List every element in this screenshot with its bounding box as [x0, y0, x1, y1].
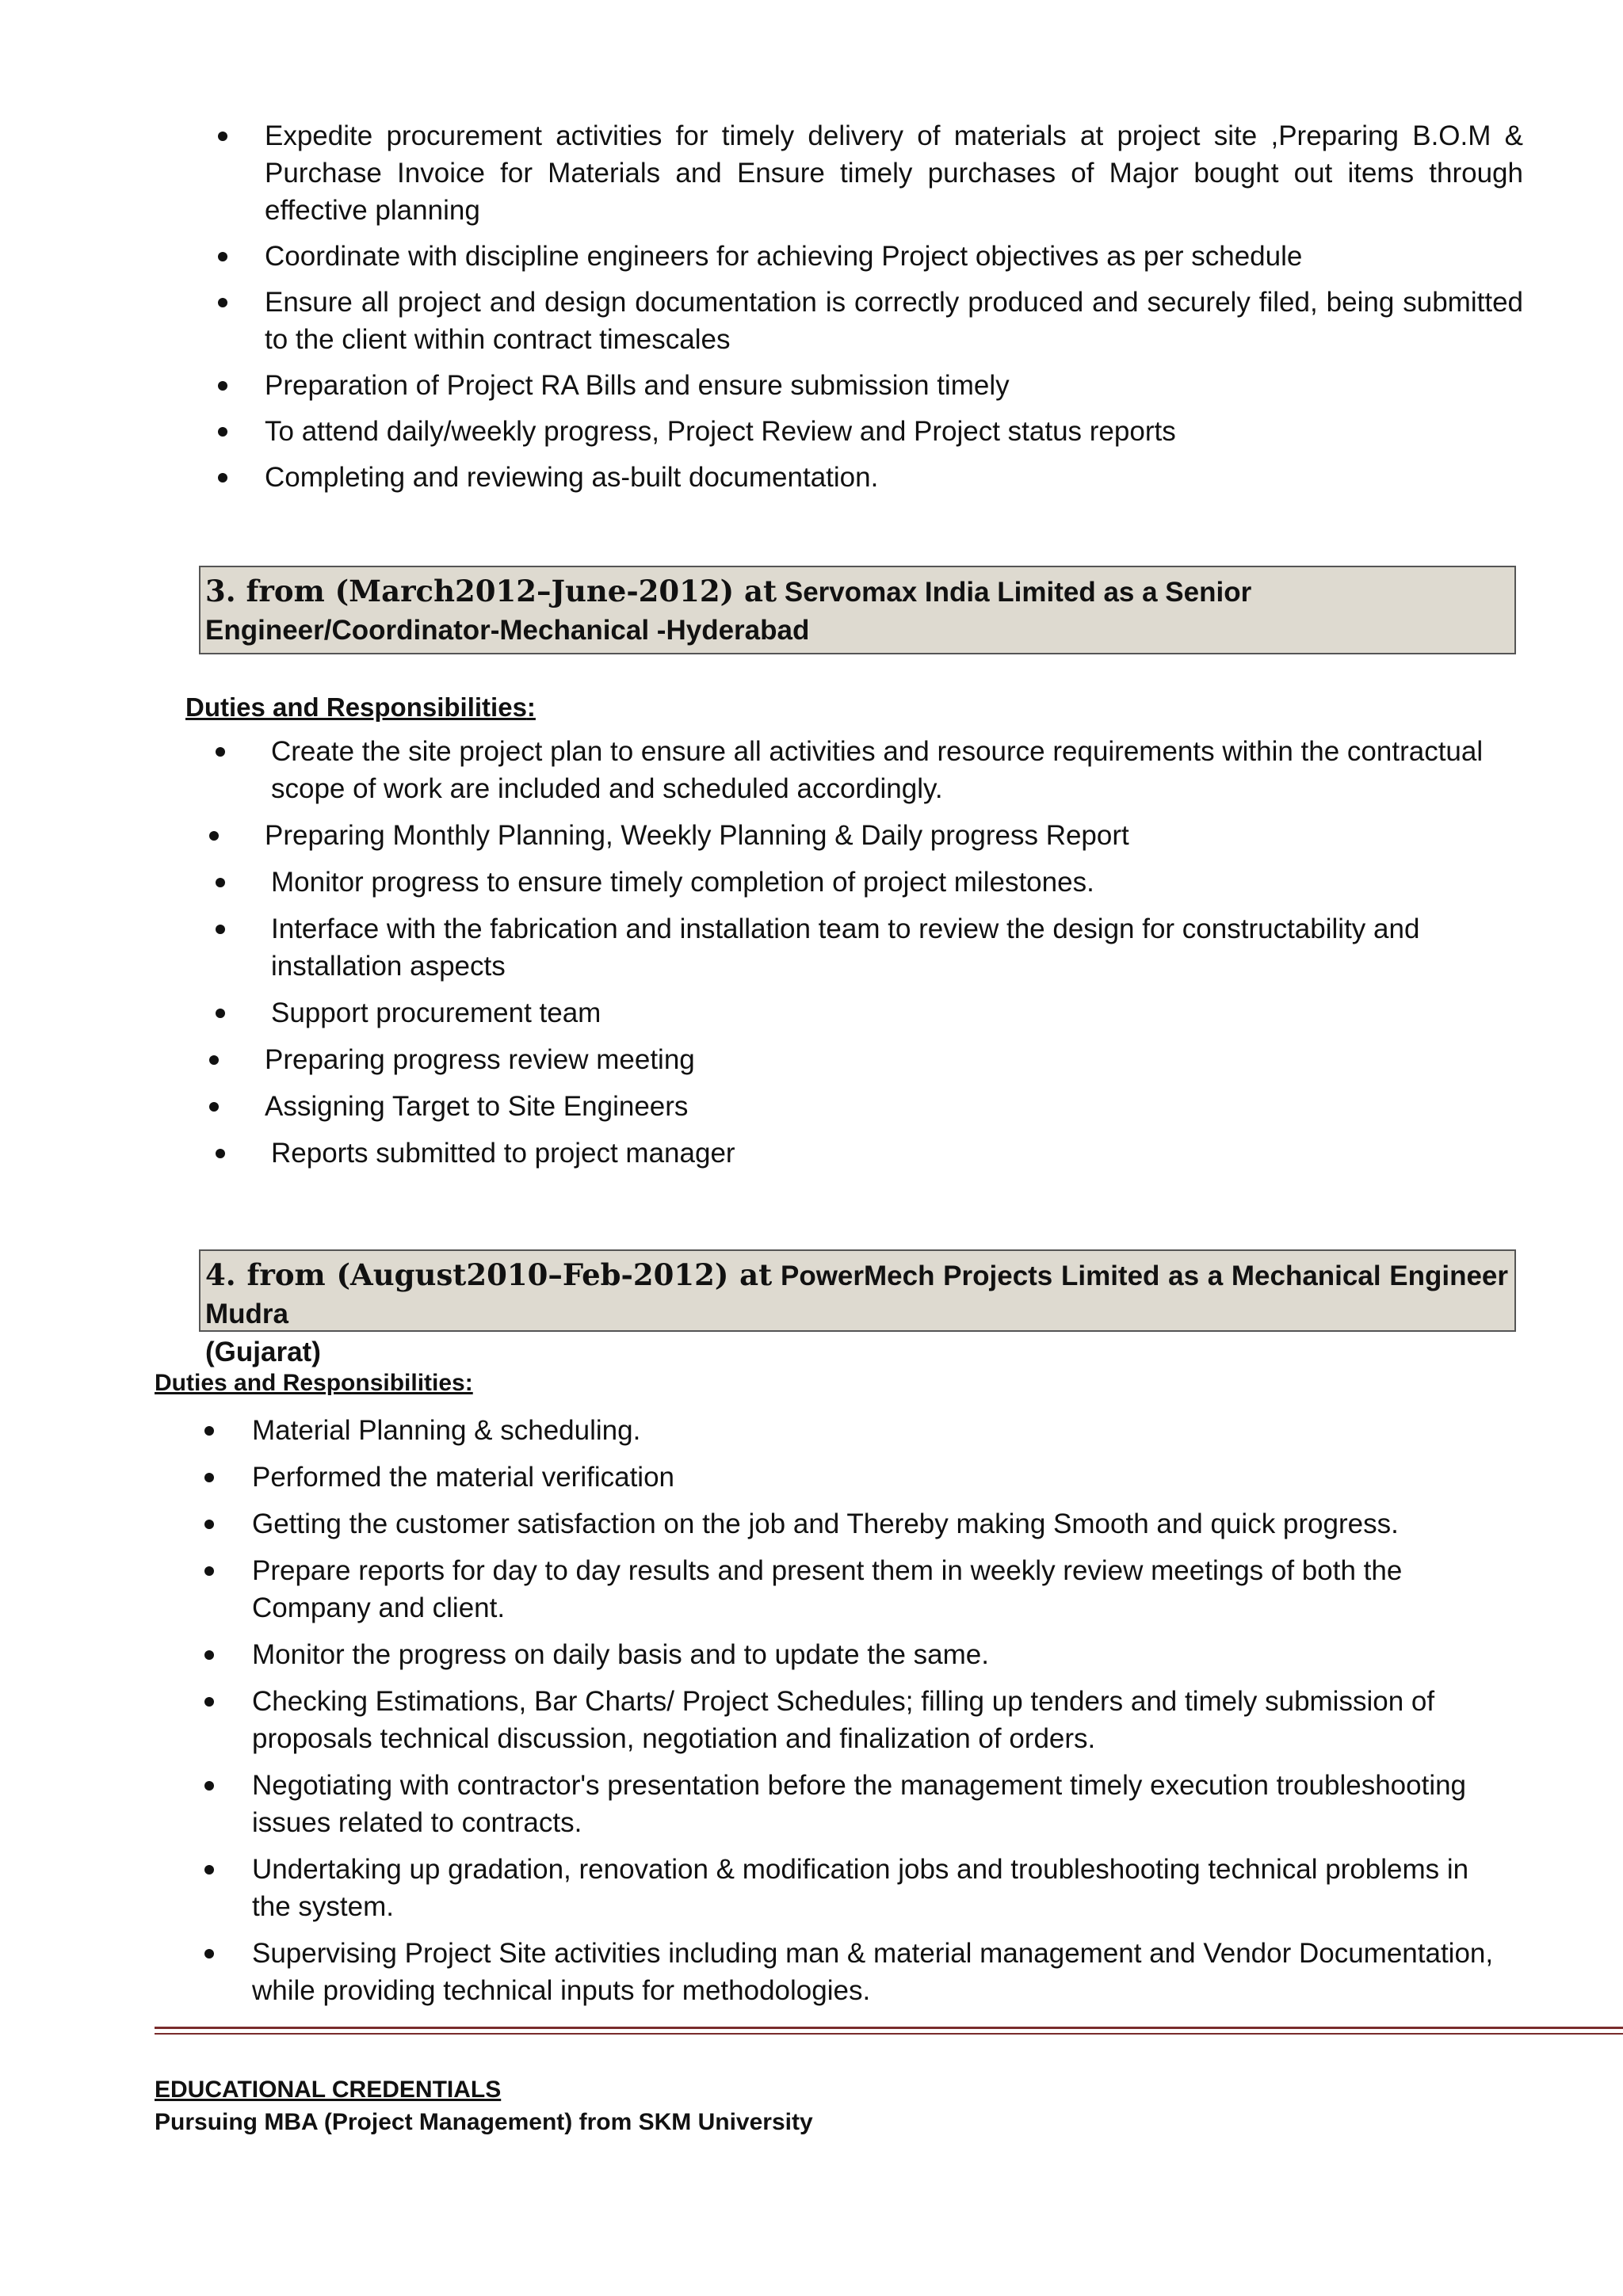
list-item: Negotiating with contractor's presentation before the management timely execution troubleshooting issues related to contracts. — [252, 1767, 1512, 1841]
bullet-icon — [204, 1949, 214, 1958]
bullet-icon — [218, 427, 227, 437]
list-item: Prepare reports for day to day results and present them in weekly review meetings of both the Company and client. — [252, 1552, 1512, 1627]
list-item: Expedite procurement activities for timely delivery of materials at project site ,Preparing B.O.M & Purchase Invoice for Materials and Ensure timely purchases of Major bought out items through effective planning — [265, 117, 1523, 229]
bullet-icon — [204, 1520, 214, 1529]
list-item: Undertaking up gradation, renovation & modification jobs and troubleshooting technical problems in the system. — [252, 1851, 1512, 1925]
bullet-icon — [204, 1473, 214, 1482]
list-item: Performed the material verification — [252, 1459, 1512, 1496]
list-item: Interface with the fabrication and installation team to review the design for constructability and installation aspects — [271, 910, 1507, 985]
list-item: Completing and reviewing as-built documentation. — [265, 459, 1523, 496]
list-item: Preparation of Project RA Bills and ensure submission timely — [265, 367, 1523, 404]
job-title: PowerMech Projects Limited as a Mechanical Engineer Mudra — [205, 1261, 1509, 1329]
bullet-icon — [218, 252, 227, 261]
bullet-icon — [216, 747, 225, 757]
list-item: Reports submitted to project manager — [271, 1135, 1507, 1172]
job-period: 3. from (March2012–June-2012) at — [205, 574, 777, 608]
bullet-icon — [216, 1009, 225, 1018]
list-item: Create the site project plan to ensure all activities and resource requirements within the contractual scope of work are included and scheduled accordingly. — [271, 733, 1507, 807]
list-item: Material Planning & scheduling. — [252, 1412, 1512, 1449]
bullet-icon — [204, 1426, 214, 1436]
bullet-icon — [216, 925, 225, 934]
duties-heading: Duties and Responsibilities: — [185, 692, 536, 722]
education-heading: EDUCATIONAL CREDENTIALS — [155, 2077, 502, 2103]
list-item: Preparing Monthly Planning, Weekly Planning & Daily progress Report — [265, 817, 1507, 854]
list-item: Assigning Target to Site Engineers — [265, 1088, 1507, 1125]
bullet-icon — [216, 878, 225, 887]
bullet-icon — [209, 831, 219, 841]
responsibilities-list-powermech — [252, 1412, 1512, 2009]
list-item: Ensure all project and design documentation is correctly produced and securely filed, being submitted to the client within contract timescales — [265, 284, 1523, 358]
bullet-icon — [218, 132, 227, 141]
bullet-icon — [204, 1865, 214, 1875]
list-item: Getting the customer satisfaction on the job and Thereby making Smooth and quick progress. — [252, 1505, 1512, 1543]
responsibilities-list-top — [265, 117, 1523, 496]
section-divider — [155, 2033, 1623, 2035]
section-divider — [155, 2027, 1623, 2029]
bullet-icon — [209, 1102, 219, 1112]
bullet-icon — [218, 381, 227, 391]
job-period: 4. from (August2010–Feb-2012) at — [205, 1257, 773, 1292]
bullet-icon — [209, 1055, 219, 1065]
bullet-icon — [218, 298, 227, 307]
bullet-icon — [204, 1697, 214, 1707]
bullet-icon — [216, 1149, 225, 1158]
bullet-icon — [204, 1566, 214, 1576]
job-location: (Gujarat) — [205, 1337, 321, 1367]
list-item: To attend daily/weekly progress, Project Review and Project status reports — [265, 413, 1523, 450]
job-heading-powermech — [199, 1249, 1516, 1367]
list-item: Preparing progress review meeting — [265, 1041, 1507, 1078]
responsibilities-list-servomax — [265, 733, 1507, 1172]
list-item: Supervising Project Site activities including man & material management and Vendor Documentation, while providing technical inputs for methodologies. — [252, 1935, 1512, 2009]
education-entry: Pursuing MBA (Project Management) from SKM University — [155, 2109, 813, 2135]
job-title: Servomax India Limited as a Senior Engineer/Coordinator-Mechanical -Hyderabad — [205, 577, 1252, 646]
list-item: Support procurement team — [271, 994, 1507, 1032]
list-item: Coordinate with discipline engineers for achieving Project objectives as per schedule — [265, 238, 1523, 275]
duties-heading: Duties and Responsibilities: — [155, 1370, 473, 1396]
bullet-icon — [218, 473, 227, 482]
job-heading-servomax — [199, 566, 1516, 654]
list-item: Checking Estimations, Bar Charts/ Project Schedules; filling up tenders and timely submission of proposals technical discussion, negotiation and finalization of orders. — [252, 1683, 1512, 1757]
list-item: Monitor the progress on daily basis and to update the same. — [252, 1636, 1512, 1673]
list-item: Monitor progress to ensure timely completion of project milestones. — [271, 864, 1507, 901]
bullet-icon — [204, 1650, 214, 1660]
bullet-icon — [204, 1781, 214, 1791]
